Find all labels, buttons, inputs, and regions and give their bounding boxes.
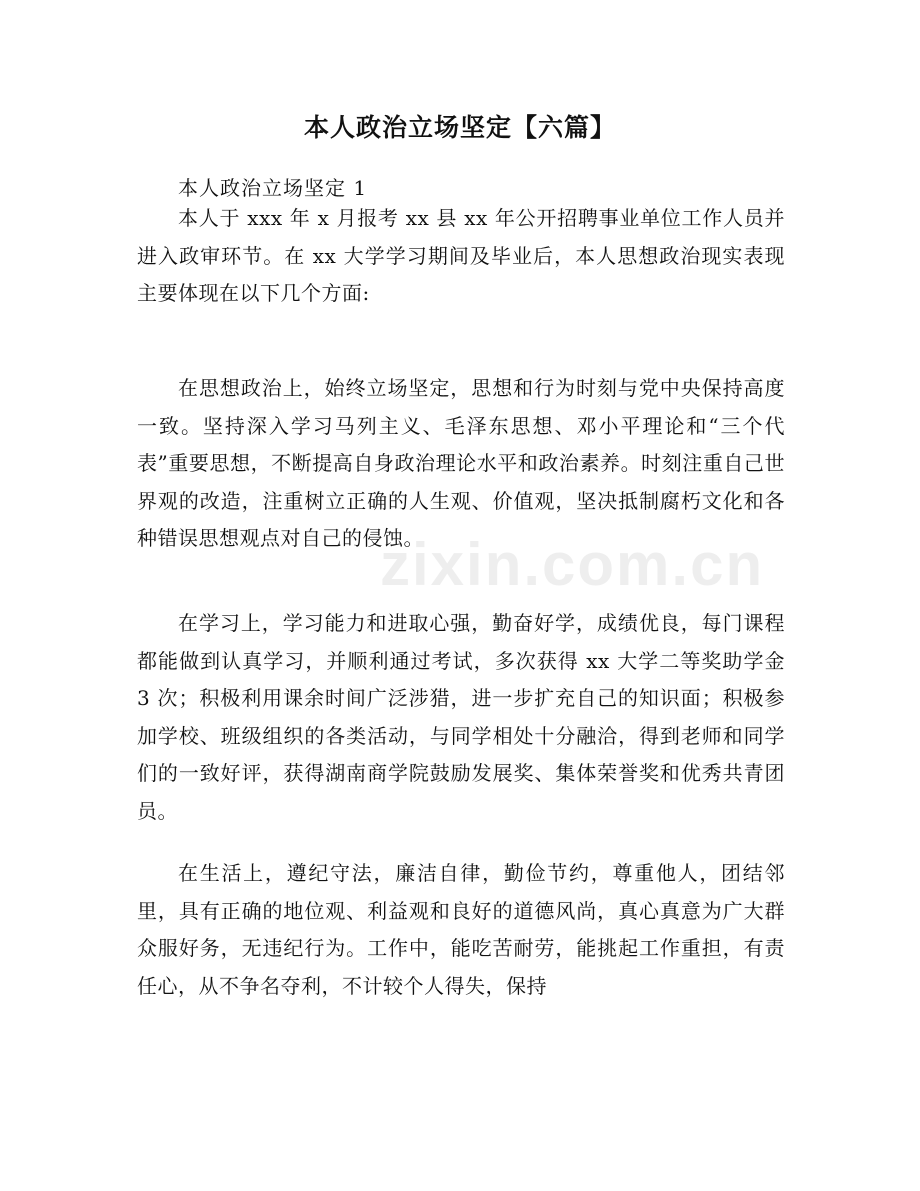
paragraph-life: 在生活上，遵纪守法，廉洁自律，勤俭节约，尊重他人，团结邻里，具有正确的地位观、利益观和良好的道德风尚，真心真意为广大群众服好务，无违纪行为。工作中，能吃苦耐劳，能挑起工作重担，有责任心，从不争名夺利，不计较个人得失，保持 <box>137 861 785 998</box>
watermark: zixin.com.cn <box>380 531 765 598</box>
document-title: 本人政治立场坚定【六篇】 <box>303 113 616 142</box>
paragraph-politics: 在思想政治上，始终立场坚定，思想和行为时刻与党中央保持高度一致。坚持深入学习马列主义、毛泽东思想、邓小平理论和“三个代表”重要思想，不断提高自身政治理论水平和政治素养。时刻注重自己世界观的改造，注重树立正确的人生观、价值观，坚决抵制腐朽文化和各种错误思想观点对自己的侵蚀。 <box>137 376 785 550</box>
paragraph-intro: 本人于 xxx 年 x 月报考 xx 县 xx 年公开招聘事业单位工作人员并进入政审环节。在 xx 大学学习期间及毕业后，本人思想政治现实表现主要体现在以下几个方面: <box>137 206 785 305</box>
paragraph-study: 在学习上，学习能力和进取心强，勤奋好学，成绩优良，每门课程都能做到认真学习，并顺利通过考试，多次获得 xx 大学二等奖助学金 3 次；积极利用课余时间广泛涉猎，进一步扩充自己的知识面；积极参加学校、班级组织的各类活动，与同学相处十分融洽，得到老师和同学们的一致好评，获得湖南商学院鼓励发展奖、集体荣誉奖和优秀共青团员。 <box>137 611 785 823</box>
section-heading: 本人政治立场坚定 1 <box>178 176 368 200</box>
